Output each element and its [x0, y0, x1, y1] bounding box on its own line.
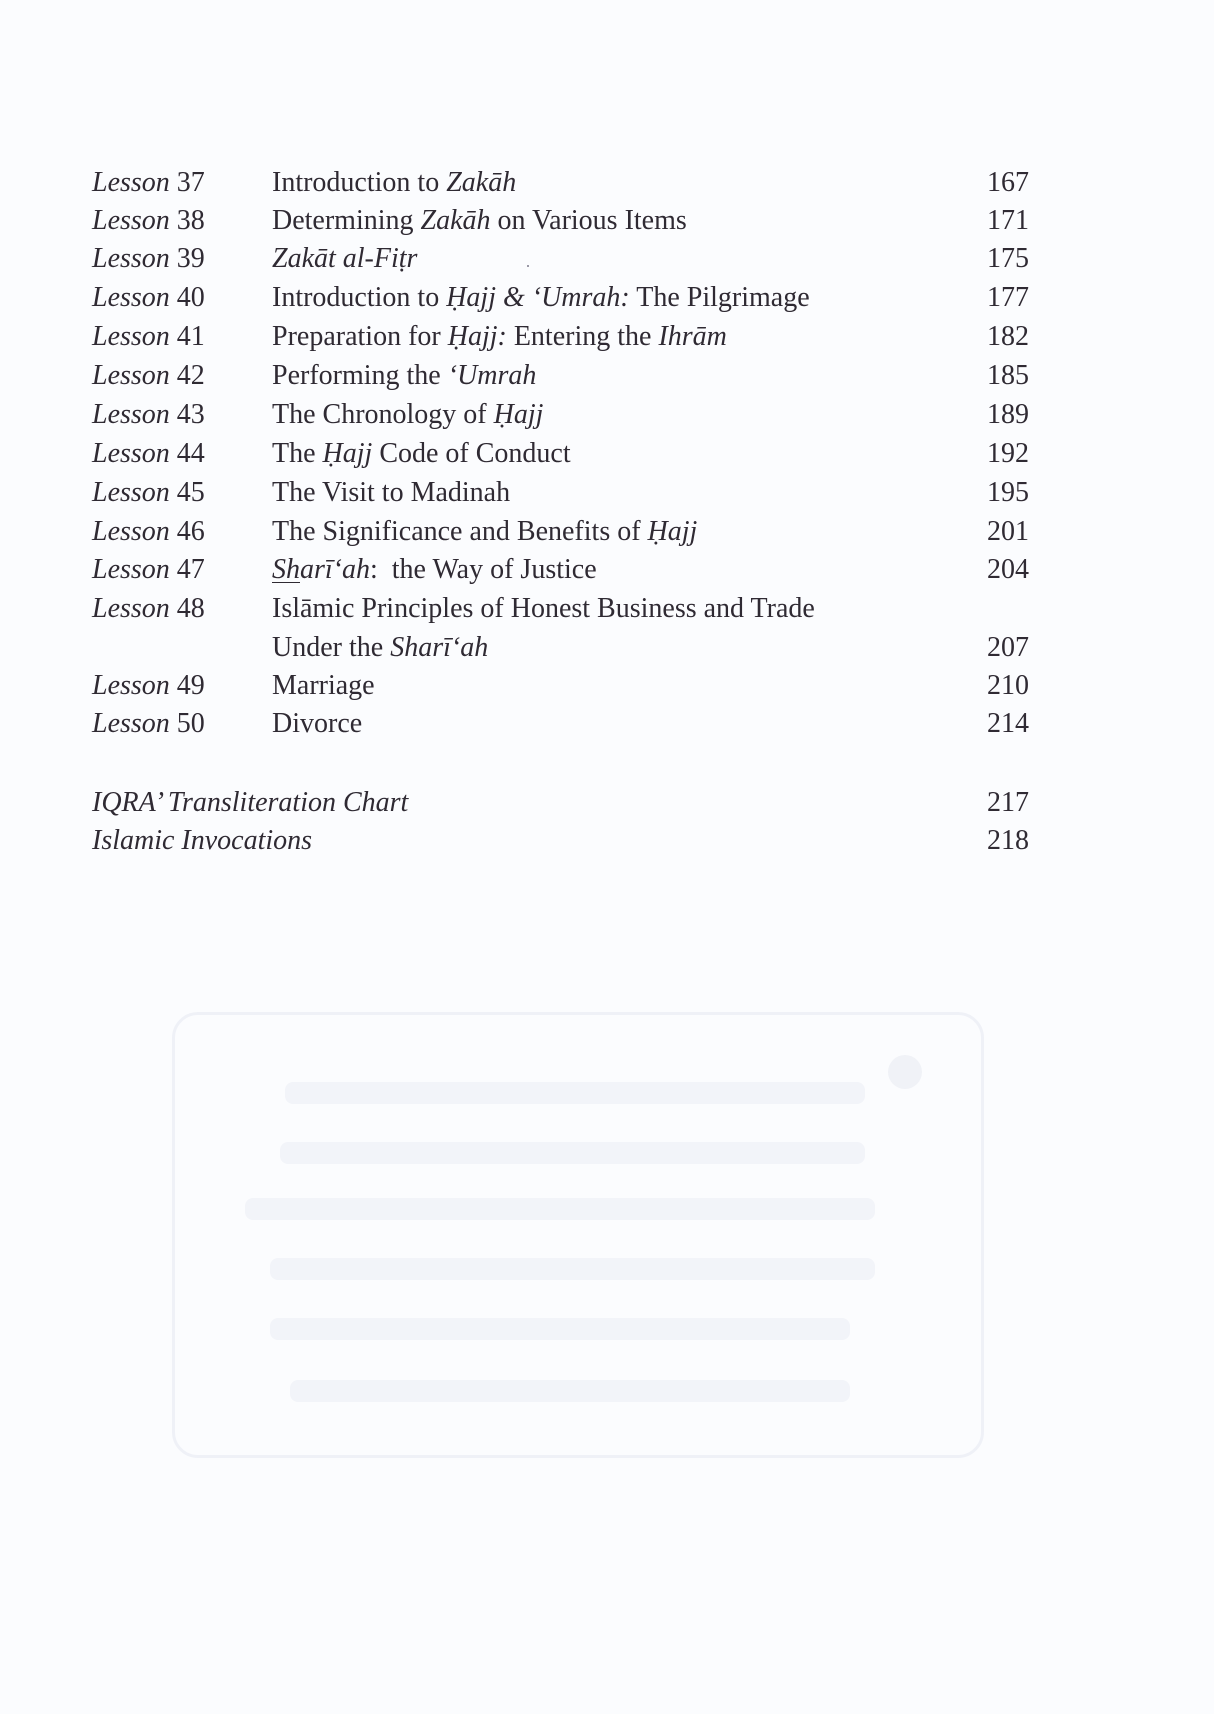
lesson-label: [92, 590, 205, 628]
toc-row: [0, 396, 1214, 434]
lesson-number: 40: [176, 282, 205, 313]
lesson-number: 48: [176, 593, 205, 624]
lesson-word: Lesson: [92, 554, 170, 585]
lesson-title-part: Zakāh: [446, 167, 517, 198]
lesson-title: [272, 396, 543, 434]
lesson-number: 42: [176, 360, 205, 391]
lesson-title-part: Introduction to: [272, 167, 447, 198]
lesson-title-part: Performing the: [272, 360, 448, 391]
toc-row: [0, 551, 1214, 589]
lesson-title-part: Sh: [272, 554, 300, 585]
lesson-word: Lesson: [92, 205, 170, 236]
lesson-word: Lesson: [92, 167, 170, 198]
bleed-through-line: [285, 1082, 865, 1104]
lesson-title: [272, 513, 697, 551]
lesson-title: [272, 667, 375, 705]
lesson-title: [272, 279, 810, 317]
lesson-title-part: Sharī‘ah: [390, 632, 489, 663]
toc-row: [0, 513, 1214, 551]
page-number: 175: [987, 243, 1029, 274]
lesson-label: [92, 513, 205, 551]
page-number: 207: [987, 632, 1029, 663]
lesson-label: [92, 474, 205, 512]
lesson-title: [272, 202, 687, 240]
bleed-through-line: [290, 1380, 850, 1402]
toc-row: [0, 629, 1214, 667]
lesson-title-part: Zakāt al-Fiṭr: [272, 243, 418, 274]
lesson-title-part: Ḥajj & ‘Umrah:: [446, 282, 630, 313]
lesson-title-part: The Visit to Madinah: [272, 477, 511, 508]
lesson-title-part: Preparation for: [272, 321, 448, 352]
lesson-title-part: The Significance and Benefits of: [272, 516, 648, 547]
toc-row: [0, 667, 1214, 705]
lesson-title: [272, 705, 362, 743]
toc-row: [0, 435, 1214, 473]
lesson-label: [92, 357, 205, 395]
lesson-title-part: The: [272, 438, 323, 469]
lesson-number: 49: [176, 670, 205, 701]
lesson-word: Lesson: [92, 477, 170, 508]
toc-row: [0, 202, 1214, 240]
lesson-number: 44: [176, 438, 205, 469]
lesson-word: Lesson: [92, 708, 170, 739]
lesson-word: Lesson: [92, 282, 170, 313]
lesson-number: 47: [176, 554, 205, 585]
page-number: 182: [987, 321, 1029, 352]
lesson-label: [92, 279, 205, 317]
bleed-through-line: [280, 1142, 865, 1164]
toc-row: [0, 279, 1214, 317]
page-number: 177: [987, 282, 1029, 313]
lesson-title: [272, 357, 536, 395]
lesson-title-part: Entering the: [506, 321, 659, 352]
lesson-title-part: Ihrām: [658, 321, 727, 352]
page-number: 218: [987, 825, 1029, 856]
lesson-label: [92, 551, 205, 589]
lesson-number: 43: [176, 399, 205, 430]
page-number: 167: [987, 167, 1029, 198]
lesson-word: Lesson: [92, 360, 170, 391]
lesson-title: [272, 240, 417, 278]
toc-row: [0, 590, 1214, 628]
page-number: 201: [987, 516, 1029, 547]
bleed-through-line: [270, 1318, 850, 1340]
page-number: 214: [987, 708, 1029, 739]
lesson-label: [92, 164, 205, 202]
page-number: 192: [987, 438, 1029, 469]
lesson-label: [92, 318, 205, 356]
lesson-title: [272, 590, 815, 628]
lesson-word: Lesson: [92, 321, 170, 352]
bleed-through-line: [245, 1198, 875, 1220]
lesson-title-part: Zakāh: [420, 205, 491, 236]
lesson-label: [92, 705, 205, 743]
lesson-title-part: The Pilgrimage: [629, 282, 810, 313]
lesson-title-part: Ḥajj: [647, 516, 698, 547]
page-number: 210: [987, 670, 1029, 701]
page-number: 217: [987, 787, 1029, 818]
lesson-label: [92, 435, 205, 473]
lesson-word: Lesson: [92, 593, 170, 624]
lesson-word: Lesson: [92, 438, 170, 469]
lesson-word: Lesson: [92, 399, 170, 430]
page-number: 185: [987, 360, 1029, 391]
toc-row: [0, 164, 1214, 202]
lesson-title-part: ‘Umrah: [447, 360, 537, 391]
lesson-title-part: Introduction to: [272, 282, 447, 313]
lesson-title-part: Ḥajj: [493, 399, 544, 430]
lesson-title: [272, 435, 571, 473]
appendix-row: [0, 822, 1214, 860]
lesson-word: Lesson: [92, 516, 170, 547]
toc-row: [0, 357, 1214, 395]
lesson-label: [92, 396, 205, 434]
appendix-title: IQRA’ Transliteration Chart: [92, 787, 409, 818]
lesson-title: [272, 629, 488, 667]
appendix-title: Islamic Invocations: [92, 825, 313, 856]
bleed-through-line: [270, 1258, 875, 1280]
page-number: 171: [987, 205, 1029, 236]
page-number: 204: [987, 554, 1029, 585]
toc-row: [0, 705, 1214, 743]
lesson-number: 39: [176, 243, 205, 274]
scan-speck: [527, 265, 529, 267]
bleed-through-mark: [888, 1055, 922, 1089]
lesson-title-part: The Chronology of: [272, 399, 494, 430]
lesson-title: [272, 474, 510, 512]
page-number: 195: [987, 477, 1029, 508]
lesson-title-part: Code of Conduct: [372, 438, 571, 469]
lesson-label: [92, 667, 205, 705]
lesson-title-part: Ḥajj:: [447, 321, 507, 352]
lesson-number: 41: [176, 321, 205, 352]
lesson-title-part: Ḥajj: [322, 438, 373, 469]
lesson-title: [272, 318, 727, 356]
lesson-title: [272, 551, 597, 589]
lesson-word: Lesson: [92, 670, 170, 701]
lesson-label: [92, 240, 205, 278]
lesson-title-part: Marriage: [272, 670, 375, 701]
lesson-title-part: arī‘ah: [300, 554, 370, 585]
lesson-label: [92, 202, 205, 240]
lesson-title-part: Divorce: [272, 708, 363, 739]
toc-row: [0, 474, 1214, 512]
appendix-row: [0, 784, 1214, 822]
lesson-word: Lesson: [92, 243, 170, 274]
toc-row: [0, 240, 1214, 278]
page-number: 189: [987, 399, 1029, 430]
lesson-title-part: : the Way of Justice: [370, 554, 597, 585]
lesson-title-part: Islāmic Principles of Honest Business and Trade: [272, 593, 815, 624]
lesson-title-part: Under the: [272, 632, 391, 663]
lesson-number: 37: [176, 167, 205, 198]
lesson-number: 50: [176, 708, 205, 739]
lesson-title-part: on Various Items: [490, 205, 687, 236]
lesson-number: 38: [176, 205, 205, 236]
lesson-title-part: Determining: [272, 205, 421, 236]
lesson-title: [272, 164, 516, 202]
lesson-number: 45: [176, 477, 205, 508]
toc-row: [0, 318, 1214, 356]
lesson-number: 46: [176, 516, 205, 547]
